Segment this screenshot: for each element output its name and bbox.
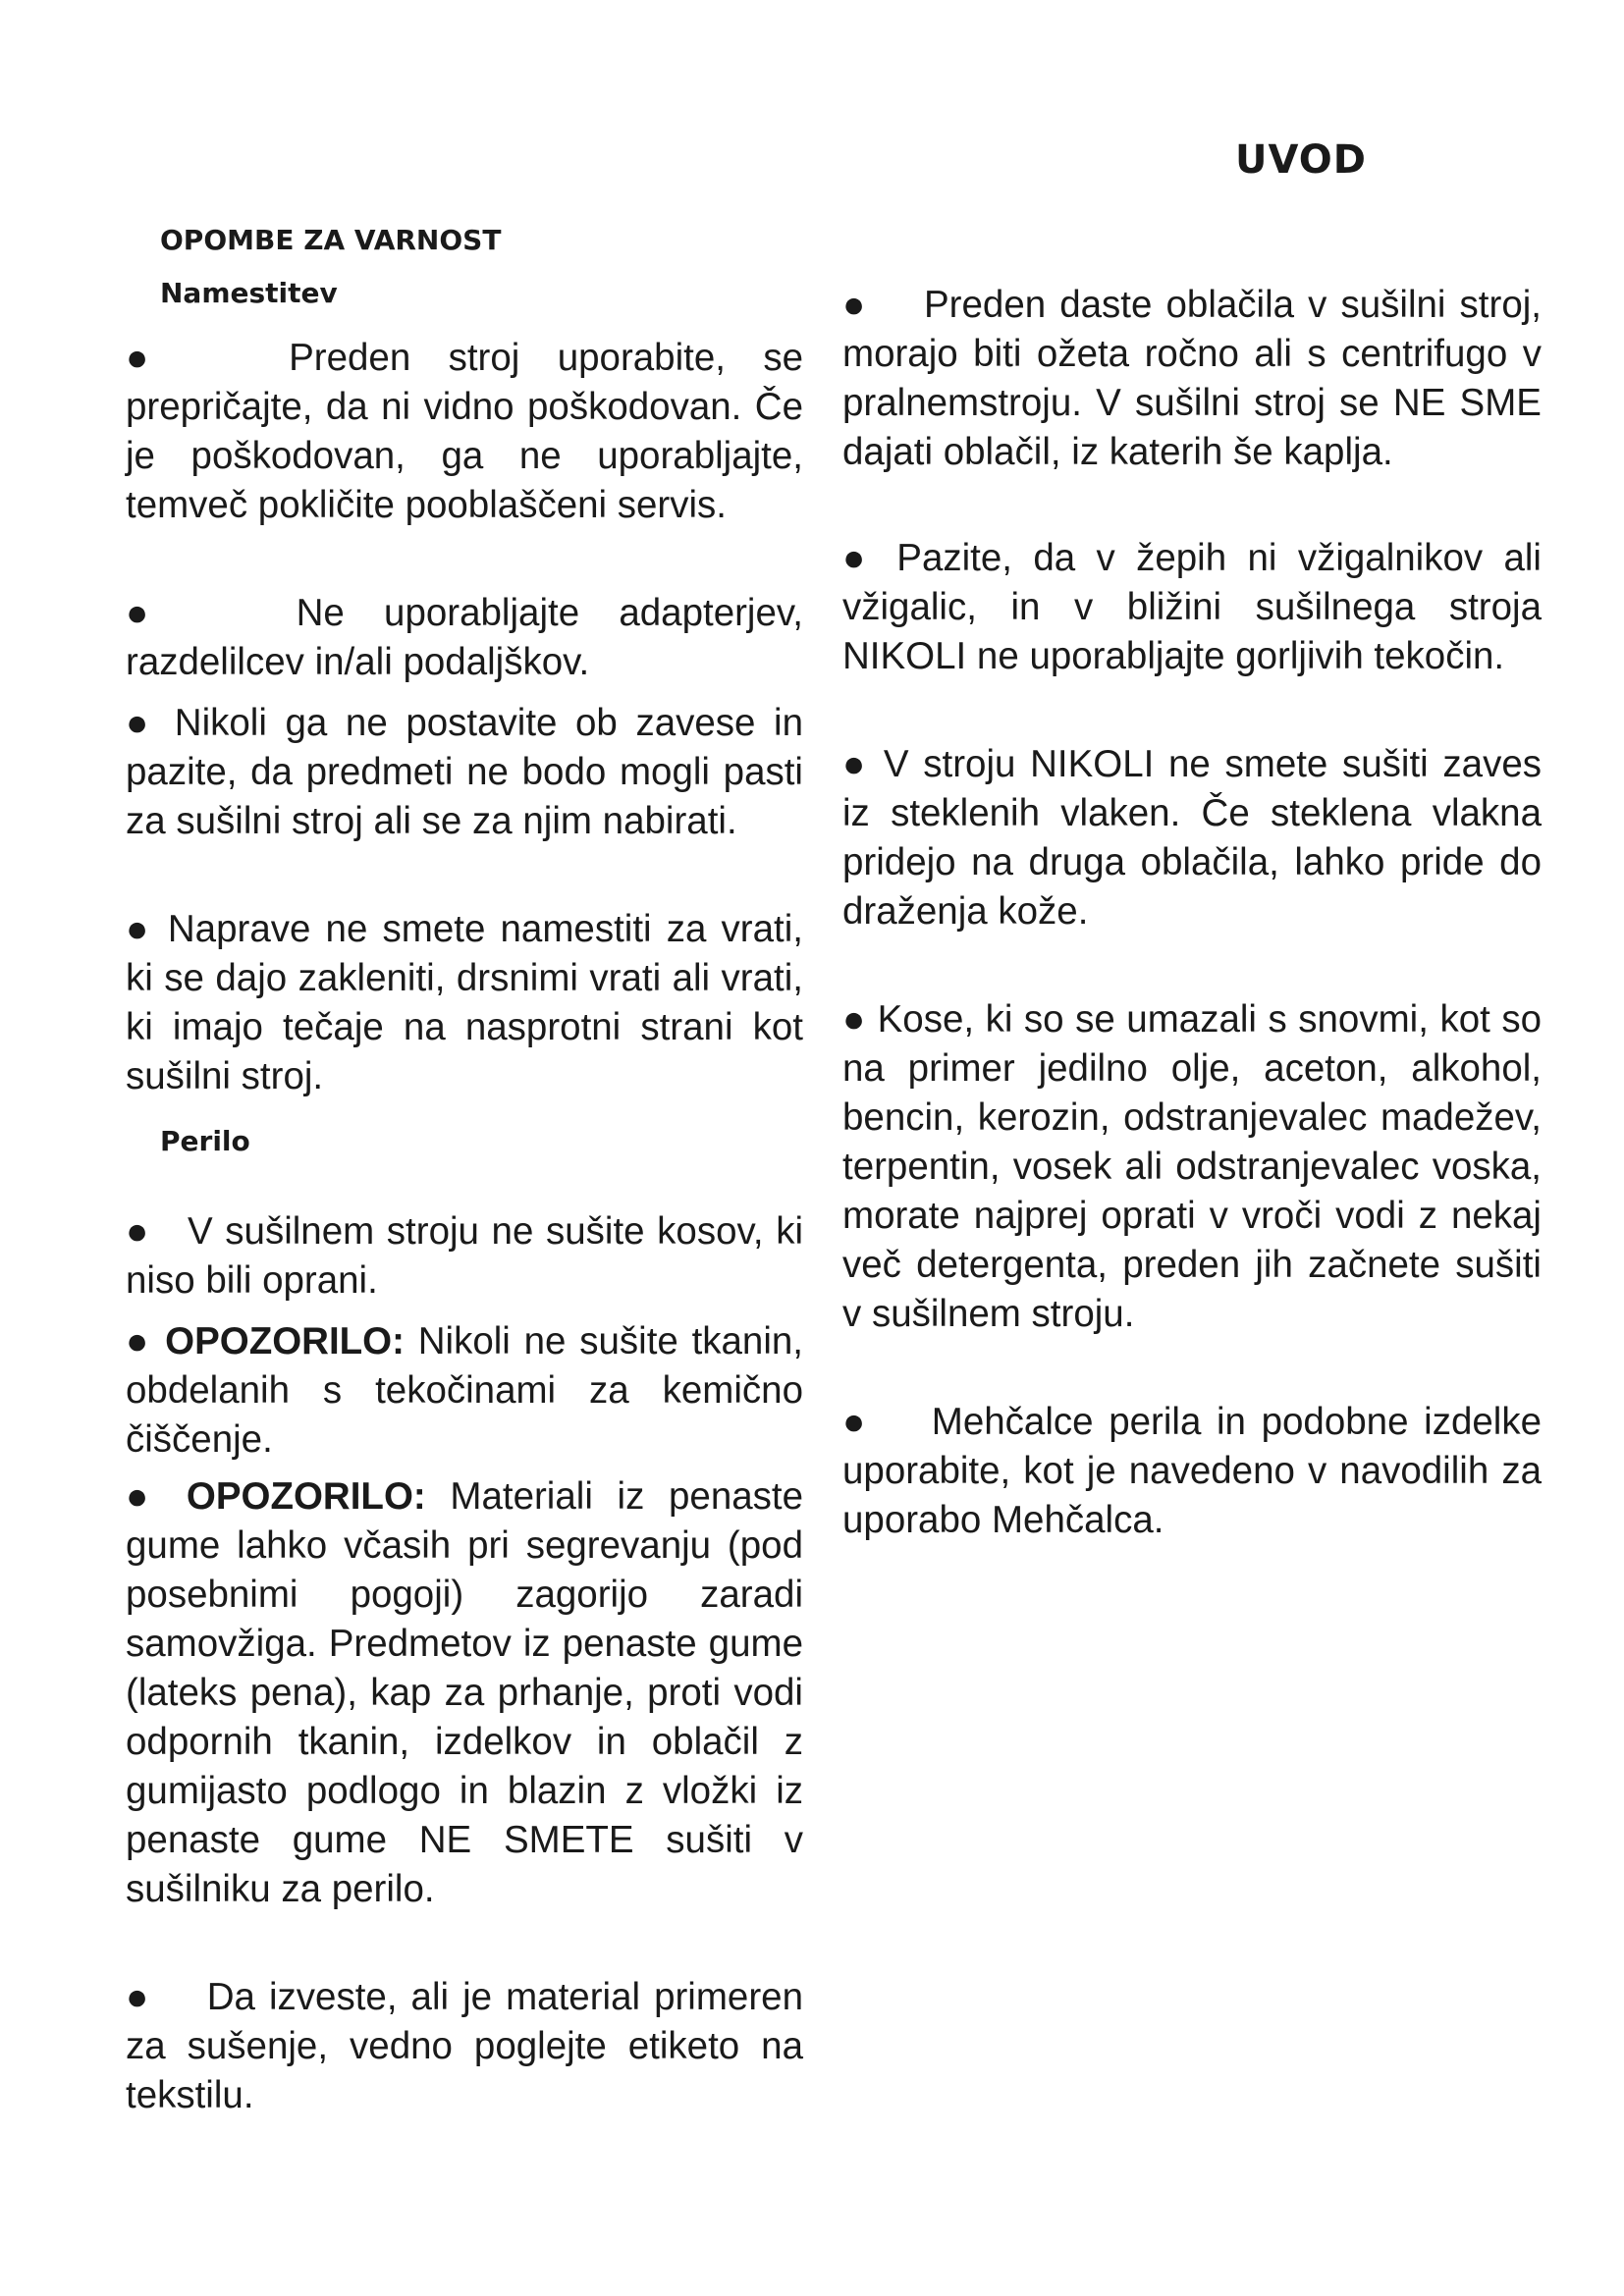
- bullet-icon: ●: [126, 592, 178, 634]
- list-item: [126, 1973, 803, 2120]
- item-text: Preden stroj uporabite, se prepričajte, da ni vidno poškodovan. Če je poškodovan, ga ne uporabljajte, temveč pokličite pooblaščeni servis.: [126, 337, 803, 526]
- bullet-icon: ●: [126, 1210, 151, 1253]
- list-item: [126, 699, 803, 846]
- warning-label: OPOZORILO:: [165, 1320, 405, 1362]
- section-heading-safety: OPOMBE ZA VARNOST: [160, 224, 502, 256]
- item-text: Pazite, da v žepih ni vžigalnikov ali vžigalic, in v bližini sušilnega stroja NIKOLI ne uporabljajte gorljivih tekočin.: [842, 537, 1542, 677]
- item-text: Preden daste oblačila v sušilni stroj, morajo biti ožeta ročno ali s centrifugo v pralnemstroju. V sušilni stroj se NE SME dajati oblačil, iz katerih še kaplja.: [842, 284, 1542, 473]
- list-item: [842, 740, 1542, 936]
- item-text: Da izveste, ali je material primeren za sušenje, vedno poglejte etiketo na tekstilu.: [126, 1976, 803, 2116]
- bullet-icon: ●: [126, 1320, 152, 1362]
- bullet-icon: ●: [126, 1976, 152, 2018]
- bullet-icon: ●: [842, 284, 869, 326]
- list-item: [126, 334, 803, 530]
- bullet-icon: ●: [842, 998, 867, 1041]
- item-text: Nikoli ne sušite tkanin, obdelanih s tekočinami za kemično čiščenje.: [126, 1320, 804, 1461]
- item-text: V sušilnem stroju ne sušite kosov, ki niso bili oprani.: [126, 1210, 803, 1302]
- bullet-icon: ●: [126, 702, 157, 744]
- list-item: [126, 1207, 803, 1306]
- list-item: [126, 1317, 803, 1465]
- item-text: Naprave ne smete namestiti za vrati, ki se dajo zakleniti, drsnimi vrati ali vrati, ki imajo tečaje na nasprotni strani kot sušilni stroj.: [126, 908, 803, 1097]
- list-item: [842, 534, 1542, 681]
- item-text: V stroju NIKOLI ne smete sušiti zaves iz steklenih vlaken. Če steklena vlakna pridejo na druga oblačila, lahko pride do draženja kože.: [842, 743, 1542, 933]
- item-text: Ne uporabljajte adapterjev, razdelilcev in/ali podaljškov.: [126, 592, 803, 683]
- list-item: [842, 281, 1542, 477]
- bullet-icon: ●: [842, 743, 870, 785]
- bullet-icon: ●: [126, 908, 153, 950]
- bullet-icon: ●: [126, 1475, 163, 1518]
- list-item: [126, 1472, 803, 1914]
- bullet-icon: ●: [842, 1401, 871, 1443]
- list-item: [842, 995, 1542, 1339]
- item-text: Materiali iz penaste gume lahko včasih pri segrevanju (pod posebnimi pogoji) zagorijo zaradi samovžiga. Predmetov iz penaste gume (lateks pena), kap za prhanje, proti vodi odpornih tkanin, izdelkov in oblačil z gumijasto podlogo in blazin z vložki iz penaste gume NE SMETE sušiti v sušilniku za perilo.: [126, 1475, 804, 1910]
- bullet-icon: ●: [126, 337, 176, 379]
- bullet-icon: ●: [842, 537, 876, 579]
- page-title: UVOD: [1235, 137, 1367, 183]
- item-text: Mehčalce perila in podobne izdelke uporabite, kot je navedeno v navodilih za uporabo Mehčalca.: [842, 1401, 1542, 1541]
- list-item: [842, 1398, 1542, 1545]
- list-item: [126, 905, 803, 1101]
- subsection-heading-installation: Namestitev: [160, 277, 338, 309]
- warning-label: OPOZORILO:: [186, 1475, 426, 1518]
- item-text: Kose, ki so se umazali s snovmi, kot so na primer jedilno olje, aceton, alkohol, bencin, kerozin, odstranjevalec madežev, terpentin, vosek ali odstranjevalec voska, morate najprej oprati v vroči vodi z nekaj več detergenta, preden jih začnete sušiti v sušilnem stroju.: [842, 998, 1542, 1335]
- list-item: [126, 589, 803, 687]
- subsection-heading-laundry: Perilo: [160, 1125, 250, 1157]
- item-text: Nikoli ga ne postavite ob zavese in pazite, da predmeti ne bodo mogli pasti za sušilni stroj ali se za njim nabirati.: [126, 702, 803, 842]
